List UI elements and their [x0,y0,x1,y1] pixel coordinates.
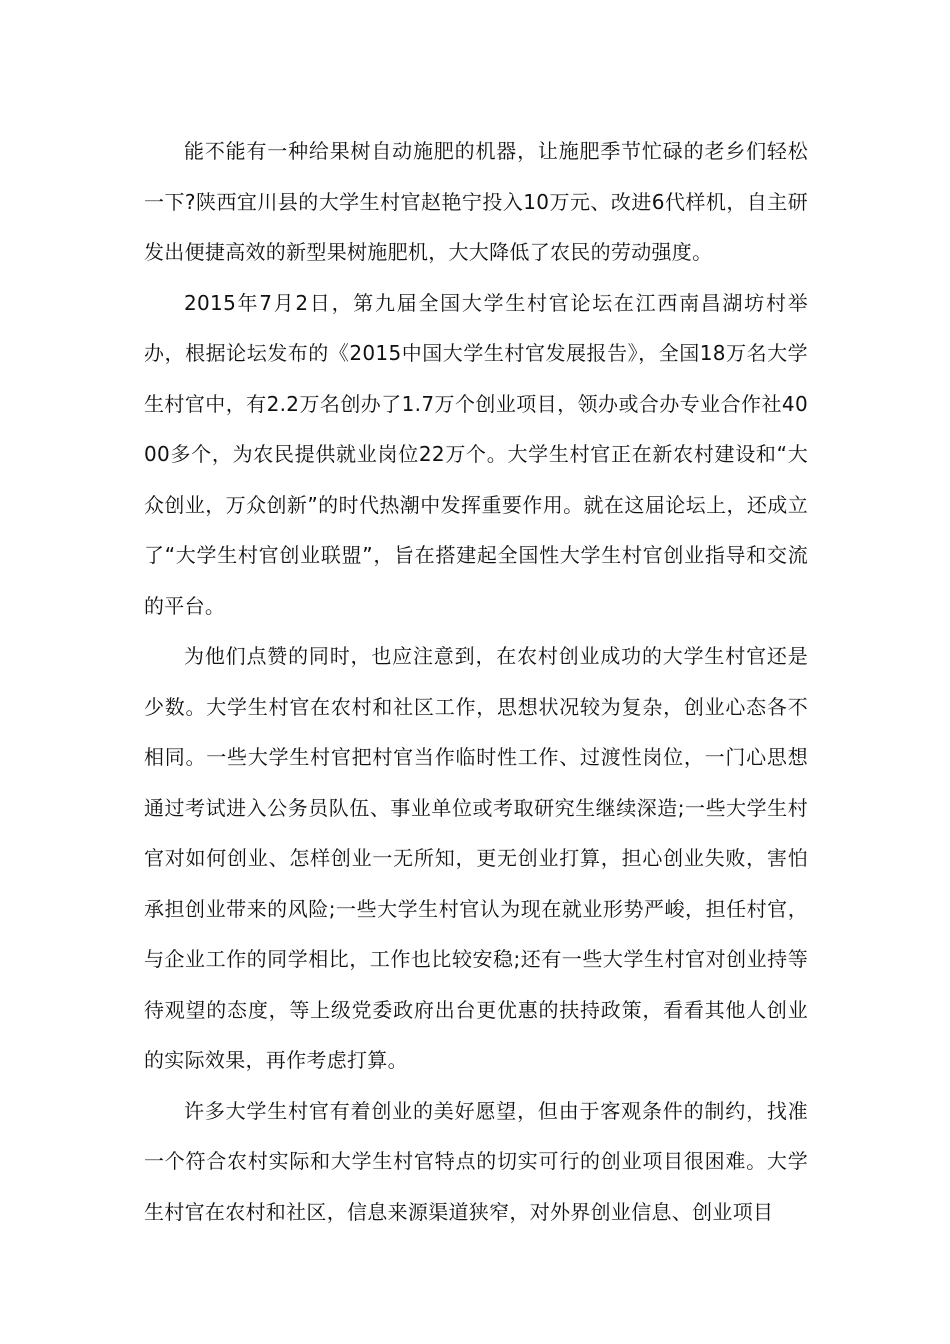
paragraph-2: 2015年7月2日，第九届全国大学生村官论坛在江西南昌湖坊村举办，根据论坛发布的《2015中国大学生村官发展报告》，全国18万名大学生村官中，有2.2万名创办了1.7万个创业项目，领办或合办专业合作社4000多个，为农民提供就业岗位22万个。大学生村官正在新农村建设和“大众创业，万众创新”的时代热潮中发挥重要作用。就在这届论坛上，还成立了“大学生村官创业联盟”，旨在搭建起全国性大学生村官创业指导和交流的平台。 [144,290,808,618]
paragraph-1: 能不能有一种给果树自动施肥的机器，让施肥季节忙碌的老乡们轻松一下?陕西宜川县的大学生村官赵艳宁投入10万元、改进6代样机，自主研发出便捷高效的新型果树施肥机，大大降低了农民的劳动强度。 [144,139,808,264]
paragraph-3: 为他们点赞的同时，也应注意到，在农村创业成功的大学生村官还是少数。大学生村官在农村和社区工作，思想状况较为复杂，创业心态各不相同。一些大学生村官把村官当作临时性工作、过渡性岗位，一门心思想通过考试进入公务员队伍、事业单位或考取研究生继续深造;一些大学生村官对如何创业、怎样创业一无所知，更无创业打算，担心创业失败，害怕承担创业带来的风险;一些大学生村官认为现在就业形势严峻，担任村官，与企业工作的同学相比，工作也比较安稳;还有一些大学生村官对创业持等待观望的态度，等上级党委政府出台更优惠的扶持政策，看看其他人创业的实际效果，再作考虑打算。 [144,644,808,1072]
document-body [144,126,808,1237]
paragraph-4: 许多大学生村官有着创业的美好愿望，但由于客观条件的制约，找准一个符合农村实际和大学生村官特点的切实可行的创业项目很困难。大学生村官在农村和社区，信息来源渠道狭窄，对外界创业信息、创业项目 [144,1098,808,1224]
